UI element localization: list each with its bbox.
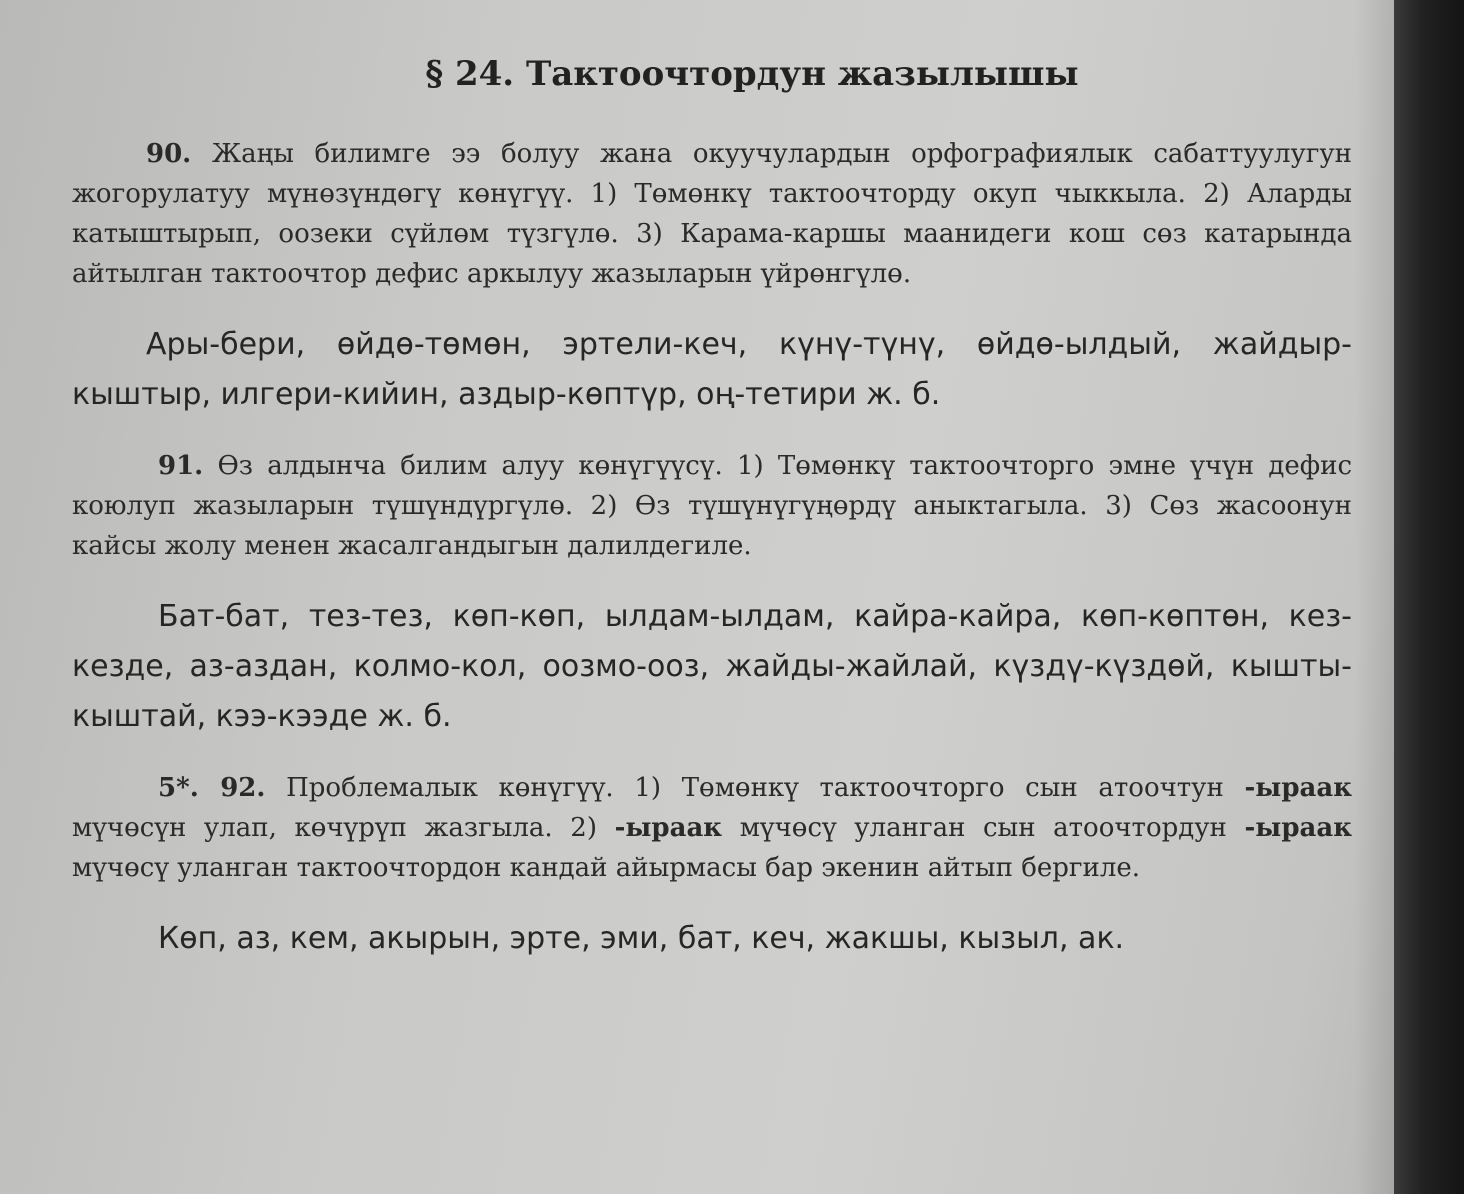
exercise-90-instructions	[72, 134, 1352, 294]
exercise-92-words: Көп, аз, кем, акырын, эрте, эми, бат, кеч, жакшы, кызыл, ак.	[158, 921, 1125, 956]
exercise-92-text-4: мүчөсү уланган тактоочтордон кандай айырмасы бар экенин айтып бергиле.	[72, 853, 1140, 883]
exercise-92-text-2: мүчөсүн улап, көчүрүп жазгыла. 2)	[72, 813, 615, 843]
exercise-91-words: Бат-бат, тез-тез, көп-көп, ылдам-ылдам, кайра-кайра, көп-көптөн, кез-кезде, аз-аздан, колмо-кол, оозмо-ооз, жайды-жайлай, күздү-күздөй, кышты-кыштай, кээ-кээде ж. б.	[72, 599, 1352, 734]
exercise-91-number: 91.	[158, 451, 204, 481]
exercise-90-number: 90.	[146, 139, 192, 169]
page-edge	[1394, 0, 1464, 1194]
exercise-92-instructions	[72, 768, 1352, 888]
exercise-91-text: Өз алдынча билим алуу көнүгүүсү. 1) Төмөнкү тактоочторго эмне үчүн дефис коюлуп жазыларын түшүндүргүлө. 2) Өз түшүнүгүңөрдү аныктагыла. 3) Сөз жасоонун кайсы жолу менен жасалгандыгын далилдегиле.	[72, 451, 1353, 561]
exercise-92-text-1: Проблемалык көнүгүү. 1) Төмөнкү тактоочторго сын атоочтун	[286, 773, 1245, 803]
exercise-90-words: Ары-бери, өйдө-төмөн, эртели-кеч, күнү-түнү, өйдө-ылдый, жайдыр-кыштыр, илгери-кийин, аздыр-көптүр, оң-тетири ж. б.	[72, 327, 1352, 412]
exercise-92-number: 5*. 92.	[158, 773, 266, 803]
page-shadow	[1354, 0, 1394, 1194]
suffix-yraak-3: -ыраак	[1244, 813, 1352, 843]
suffix-yraak-1: -ыраак	[1244, 773, 1352, 803]
exercise-90-text: Жаңы билимге ээ болуу жана окуучулардын орфографиялык сабаттуулугун жогорулатуу мүнөзүндөгү көнүгүү. 1) Төмөнкү тактоочторду окуп чыккыла. 2) Аларды катыштырып, оозеки сүйлөм түзгүлө. 3) Карама-каршы маанидеги кош сөз катарында айтылган тактоочтор дефис аркылуу жазыларын үйрөнгүлө.	[72, 139, 1353, 289]
exercise-91-instructions	[72, 446, 1352, 566]
suffix-yraak-2: -ыраак	[614, 813, 723, 843]
exercise-92-text-3: мүчөсү уланган сын атоочтордун	[722, 813, 1245, 843]
section-title: § 24. Тактоочтордун жазылышы	[425, 54, 1079, 94]
page-content	[72, 54, 1352, 990]
